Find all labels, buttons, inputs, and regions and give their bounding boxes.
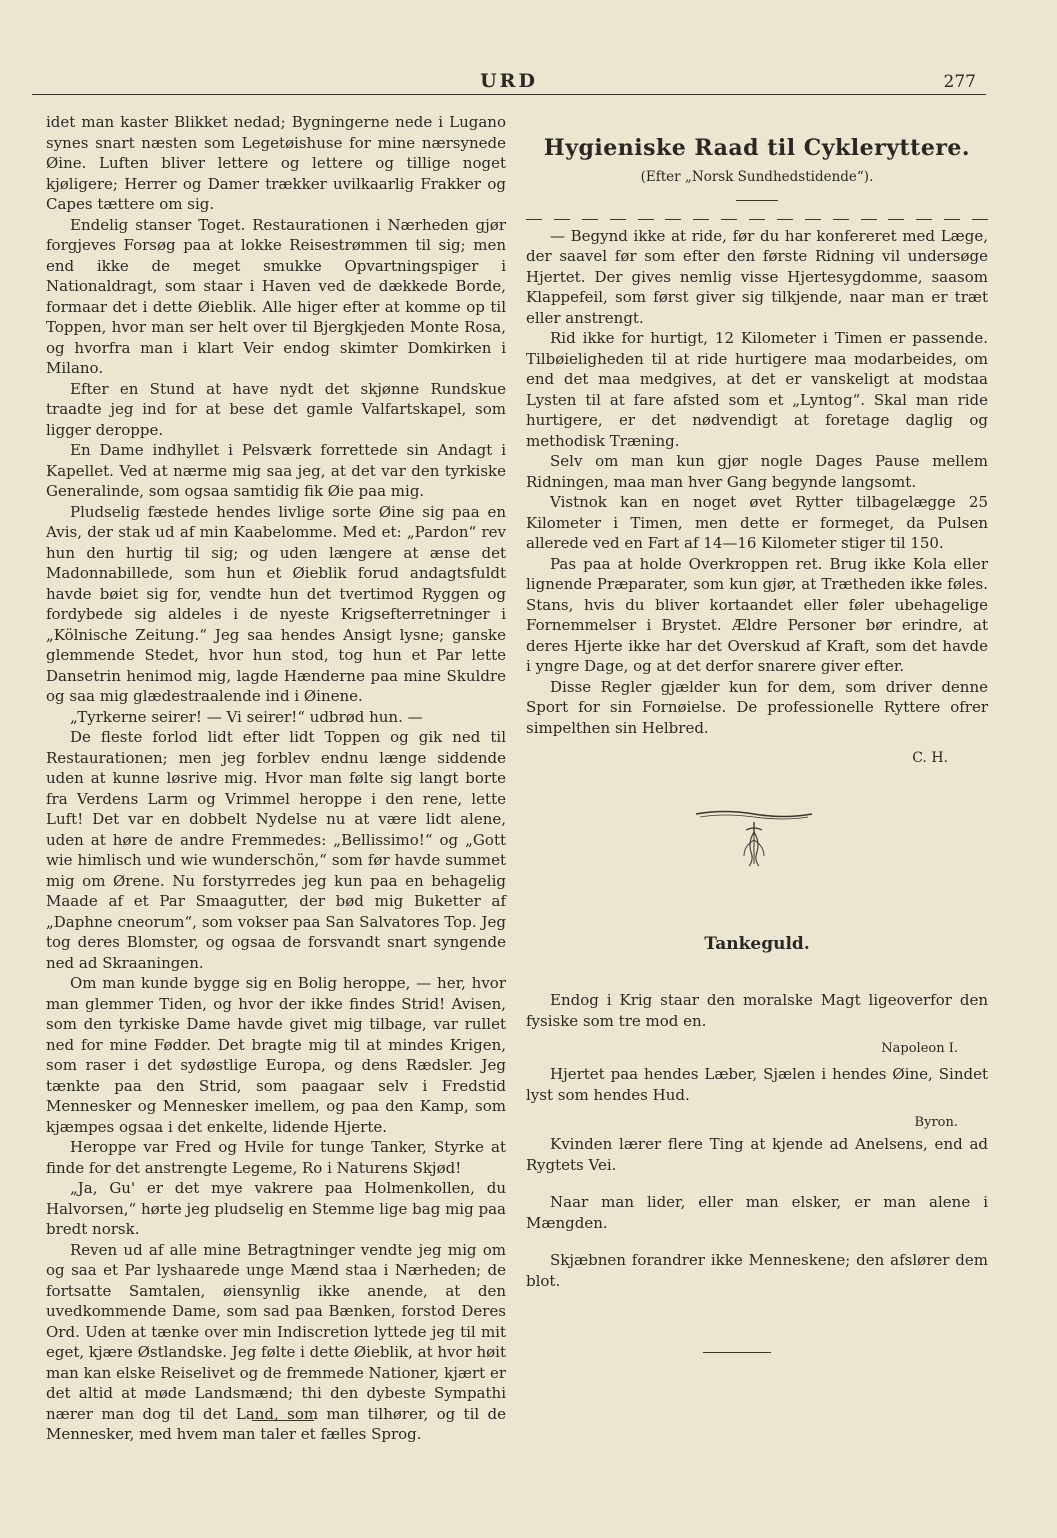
quote-item: [526, 1250, 988, 1292]
header-rule: [32, 94, 986, 95]
paragraph: Efter en Stund at have nydt det skjønne Rundskue traadte jeg ind for at bese det gamle Valfartskapel, som ligger deroppe.: [46, 379, 506, 439]
paragraph: Rid ikke for hurtigt, 12 Kilometer i Timen er passende. Tilbøieligheden til at ride hurtigere maa modarbeides, om end det maa medgives, at det er vanskeligt at modstaa Lysten til at fare afsted som et „Lyntog“. Skal man ride hurtigere, er det nødvendigt at foretage daglig og methodisk Træning.: [526, 329, 988, 450]
article-body: [526, 226, 988, 739]
quote-item: [526, 1192, 988, 1234]
dash-separator: [526, 219, 988, 220]
title-rule: [736, 200, 778, 201]
quote-item: [526, 990, 988, 1059]
article-source: (Efter „Norsk Sundhedstidende“).: [640, 169, 874, 185]
left-column: [46, 112, 506, 1445]
column-end-rule: [703, 1352, 771, 1353]
paragraph: Vistnok kan en noget øvet Rytter tilbagelægge 25 Kilometer i Timen, men dette er formeget, da Pulsen allerede ved en Fart af 14—16 Kilometer stiger til 150.: [526, 493, 988, 552]
paragraph: De fleste forlod lidt efter lidt Toppen og gik ned til Restaurationen; men jeg forblev endnu længe siddende uden at kunne løsrive mig. Hvor man følte sig langt borte fra Verdens Larm og Vrimmel heroppe i den rene, lette Luft! Det var en dobbelt Nydelse nu at være lidt alene, uden at høre de andre Fremmedes: „Bellissimo!“ og „Gott wie himlisch und wie wunderschön,“ som før havde summet mig om Ørene. Nu forstyrredes jeg kun paa en behagelig Maade af et Par Smaagutter, der bød mig Buketter af „Daphne cneorum“, som vokser paa San Salvatores Top. Jeg tog deres Blomster, og ogsaa de forsvandt snart syngende ned ad Skraaningen.: [46, 728, 506, 972]
quote-text: Endog i Krig staar den moralske Magt ligeoverfor den fysiske som tre mod en.: [526, 991, 988, 1030]
paragraph: „Ja, Gu' er det mye vakrere paa Holmenkollen, du Halvorsen,“ hørte jeg pludselig en Stemme lige bag mig paa bredt norsk.: [46, 1179, 506, 1238]
ornament-divider-icon: [694, 800, 814, 870]
quote-author: Byron.: [914, 1115, 958, 1130]
paragraph: idet man kaster Blikket nedad; Bygningerne nede i Lugano synes snart næsten som Legetøishuse for mine nærsynede Øine. Luften bliver lettere og lettere og tillige noget kjøligere; Herrer og Damer trækker uvilkaarlig Frakker og Capes tættere om sig.: [46, 113, 506, 213]
paragraph: En Dame indhyllet i Pelsværk forrettede sin Andagt i Kapellet. Ved at nærme mig saa jeg, at det var den tyrkiske Generalinde, som ogsaa samtidig fik Øie paa mig.: [46, 441, 506, 500]
paragraph: Reven ud af alle mine Betragtninger vendte jeg mig om og saa et Par lyshaarede unge Mænd staa i Nærheden; de fortsatte Samtalen, øiensynlig ikke anende, at den uvedkommende Dame, som sad paa Bænken, forstod Deres Ord. Uden at tænke over min Indiscretion lyttede jeg til mit eget, kjære Østlandske. Jeg følte i dette Øieblik, at hvor høit man kan elske Reiselivet og de fremmede Nationer, kjært er det altid at møde Landsmænd; thi den dybeste Sympathi nærer man dog til det Land, som man tilhører, og til de Mennesker, med hvem man taler et fælles Sprog.: [46, 1240, 507, 1443]
page-number: 277: [943, 72, 976, 92]
section-title: Tankeguld.: [704, 934, 810, 954]
quote-author: Napoleon I.: [881, 1041, 958, 1056]
column-end-rule: [252, 1420, 314, 1421]
article-signature: C. H.: [912, 750, 948, 766]
quote-text: Naar man lider, eller man elsker, er man alene i Mængden.: [526, 1193, 988, 1232]
quote-item: [526, 1134, 988, 1176]
page-header: [32, 70, 986, 96]
quote-text: Kvinden lærer flere Ting at kjende ad Anelsens, end ad Rygtets Vei.: [526, 1135, 988, 1174]
paragraph: „Tyrkerne seirer! — Vi seirer!“ udbrød hun. —: [70, 707, 423, 726]
quote-text: Hjertet paa hendes Læber, Sjælen i hendes Øine, Sindet lyst som hendes Hud.: [526, 1065, 988, 1104]
paragraph: — Begynd ikke at ride, før du har konfereret med Læge, der saavel før som efter den første Ridning vil undersøge Hjertet. Der gives nemlig visse Hjertesygdomme, saasom Klappefeil, som først giver sig tilkjende, naar man er træt eller anstrengt.: [526, 226, 988, 327]
paragraph: Endelig stanser Toget. Restaurationen i Nærheden gjør forgjeves Forsøg paa at lokke Reisestrømmen til sig; men end ikke de meget smukke Opvartningspiger i Nationaldragt, som staar i Haven ved de dækkede Borde, formaar det i dette Øieblik. Alle higer efter at komme op til Toppen, hvor man ser helt over til Bjergkjeden Monte Rosa, og hvorfra man i klart Veir endog skimter Domkirken i Milano.: [46, 215, 506, 377]
paragraph: Selv om man kun gjør nogle Dages Pause mellem Ridningen, maa man hver Gang begynde langsomt.: [526, 452, 988, 491]
paragraph: Pas paa at holde Overkroppen ret. Brug ikke Kola eller lignende Præparater, som kun gjør, at Trætheden ikke føles. Stans, hvis du bliver kortaandet eller føler ubehagelige Fornemmelser i Brystet. Ældre Personer bør erindre, at deres Hjerte ikke har det Overskud af Kraft, som det havde i yngre Dage, og at det derfor snarere giver efter.: [526, 554, 988, 675]
article-title: Hygieniske Raad til Cyklerytterе.: [543, 135, 971, 161]
quote-text: Skjæbnen forandrer ikke Menneskene; den afslører dem blot.: [526, 1251, 988, 1290]
right-column: [526, 112, 988, 769]
paragraph: Pludselig fæstede hendes livlige sorte Øine sig paa en Avis, der stak ud af min Kaabelomme. Med et: „Pardon“ rev hun den hurtig til sig; og uden længere at ænse det Madonnabillede, som hun et Øieblik forud andagtsfuldt havde bøiet sig for, vendte hun det tvertimod Ryggen og fordybede sig aldeles i de nyeste Krigsefterretninger i „Kölnische Zeitung.“ Jeg saa hendes Ansigt lysne; ganske glemmende Stedet, hvor hun stod, tog hun et Par lette Dansetrin henimod mig, lagde Hænderne paa mine Skuldre og saa mig glædestraalende ind i Øinene.: [46, 502, 506, 705]
magazine-title: URD: [480, 70, 538, 92]
paragraph: Disse Regler gjælder kun for dem, som driver denne Sport for sin Fornøielse. De professionelle Ryttere ofrer simpelthen sin Helbred.: [526, 677, 988, 737]
paragraph: Heroppe var Fred og Hvile for tunge Tanker, Styrke at finde for det anstrengte Legeme, Ro i Naturens Skjød!: [46, 1138, 506, 1177]
paragraph: Om man kunde bygge sig en Bolig heroppe, — her, hvor man glemmer Tiden, og hvor der ikke findes Strid! Avisen, som den tyrkiske Dame havde givet mig tilbage, var rullet ned for mine Fødder. Det bragte mig til at mindes Krigen, som raser i det sydøstlige Europa, og dens Rædsler. Jeg tænkte paa den Strid, som paagaar selv i Fredstid Mennesker og Mennesker imellem, og paa den Kamp, som kjæmpes ogsaa i det enkelte, lidende Hjerte.: [46, 974, 506, 1136]
quote-item: [526, 1064, 988, 1133]
